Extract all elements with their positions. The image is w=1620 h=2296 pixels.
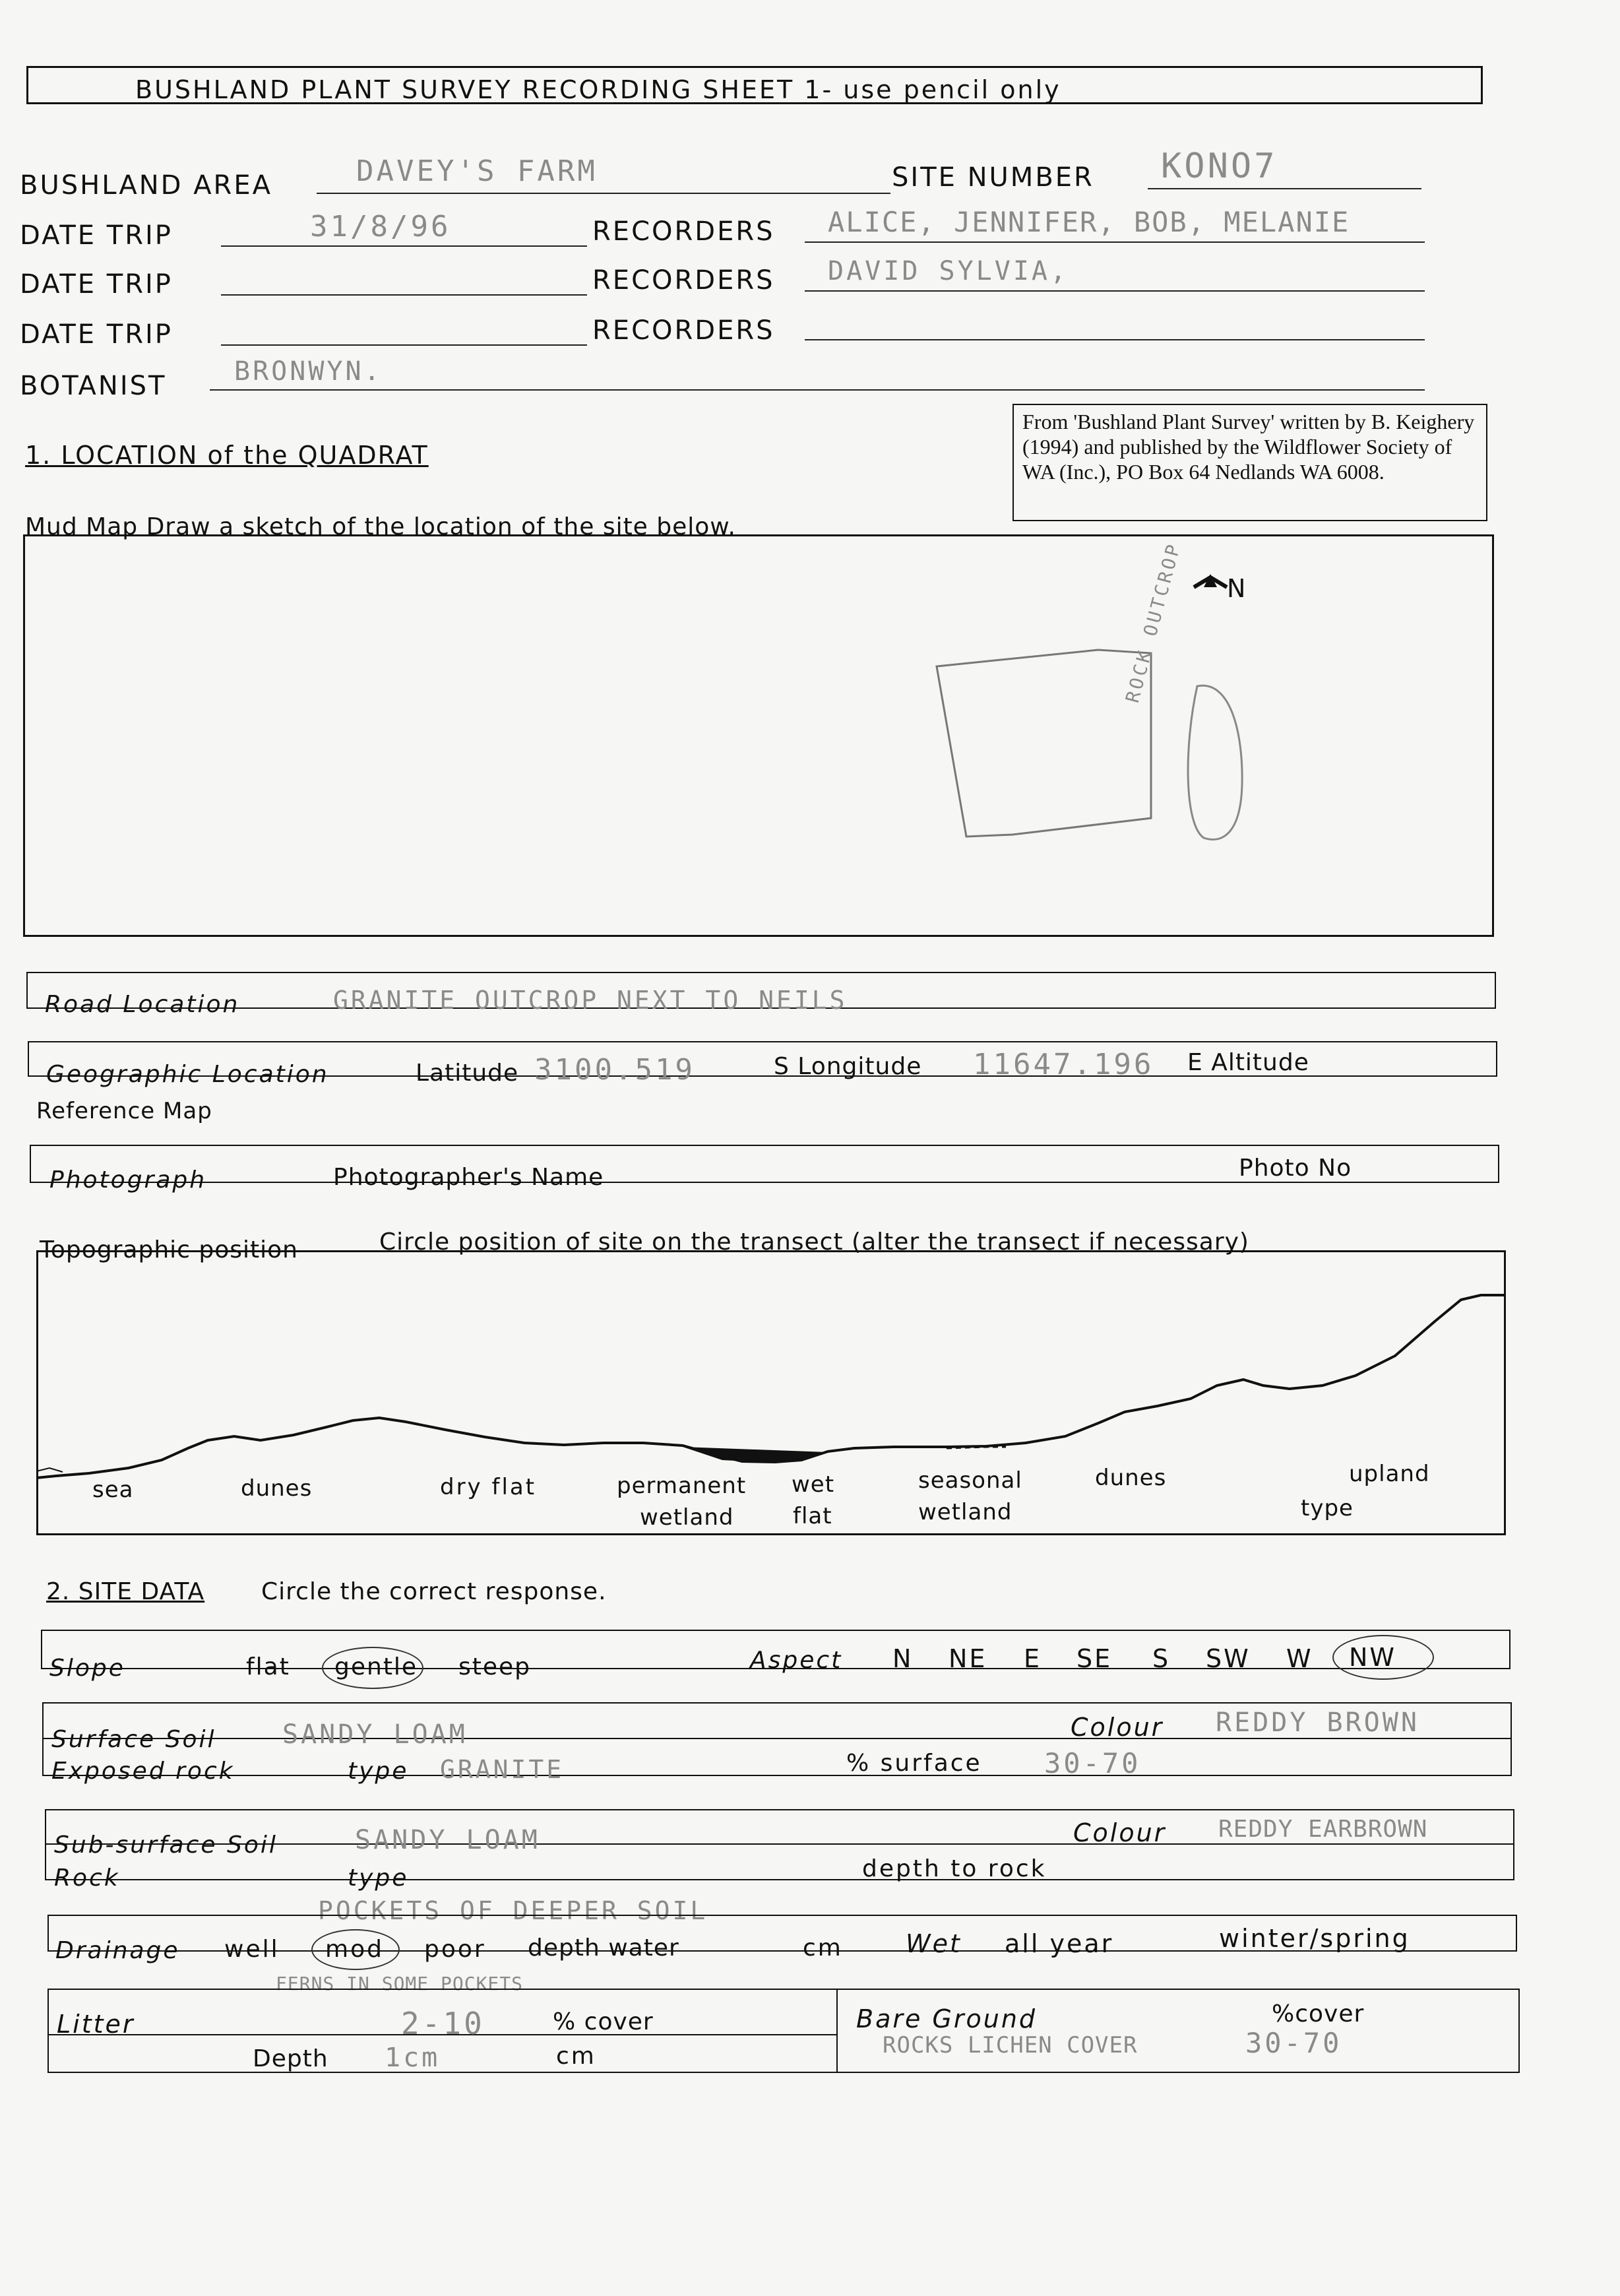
slope-option-gentle[interactable]: gentle	[334, 1653, 418, 1680]
longitude-value[interactable]: 11647.196	[973, 1048, 1154, 1081]
subsurface-colour-value[interactable]: REDDY EARBROWN	[1218, 1816, 1428, 1843]
bushland-area-label: BUSHLAND AREA	[20, 170, 272, 201]
exposed-rock-label: Exposed rock	[51, 1758, 235, 1785]
mudmap-instruction: Mud Map Draw a sketch of the location of the site below.	[25, 513, 736, 540]
recorders-line-3	[805, 339, 1425, 340]
surface-soil-label: Surface Soil	[51, 1726, 216, 1753]
litter-depth-label: Depth	[253, 2045, 328, 2072]
trip1-date[interactable]: 31/8/96	[310, 210, 451, 243]
surface-soil-value[interactable]: SANDY LOAM	[282, 1719, 468, 1750]
aspect-option-ne[interactable]: NE	[949, 1644, 987, 1673]
latitude-label: Latitude	[416, 1060, 519, 1087]
botanist-line	[210, 389, 1425, 391]
recorders-label-1: RECORDERS	[592, 216, 775, 247]
date-trip-label-3: DATE TRIP	[20, 319, 173, 350]
bare-ground-pct-cover-label: %cover	[1272, 2000, 1365, 2027]
transect-label-seasonal: seasonal	[918, 1467, 1022, 1494]
all-year-label[interactable]: all year	[1005, 1929, 1114, 1958]
aspect-option-e[interactable]: E	[1024, 1644, 1042, 1673]
litter-pct-cover-label: % cover	[553, 2008, 654, 2035]
pct-surface-label: % surface	[846, 1750, 982, 1777]
transect-label-wetland-1: wetland	[640, 1504, 734, 1531]
winter-spring-label[interactable]: winter/spring	[1219, 1924, 1410, 1953]
aspect-label: Aspect	[750, 1647, 843, 1674]
transect-label-wetland-2: wetland	[918, 1499, 1012, 1525]
transect-label-dunes-2: dunes	[1095, 1465, 1167, 1491]
transect-label-dunes: dunes	[241, 1475, 313, 1502]
site-data-instruction: Circle the correct response.	[261, 1578, 607, 1605]
bushland-area-value[interactable]: DAVEY'S FARM	[356, 154, 598, 188]
topographic-instruction: Circle position of site on the transect (alter the transect if necessary)	[379, 1228, 1249, 1256]
road-location-value[interactable]: GRANITE OUTCROP NEXT TO NEILS	[333, 986, 848, 1015]
exposed-rock-type-value[interactable]: GRANITE	[440, 1755, 565, 1784]
transect-label-upland: upland	[1349, 1461, 1430, 1487]
litter-divider-vertical	[836, 1989, 838, 2073]
rock-note[interactable]: POCKETS OF DEEPER SOIL	[318, 1896, 708, 1925]
location-heading: 1. LOCATION of the QUADRAT	[25, 441, 429, 470]
drainage-note[interactable]: FERNS IN SOME POCKETS	[276, 1973, 524, 1994]
slope-option-flat[interactable]: flat	[246, 1653, 290, 1680]
drainage-option-well[interactable]: well	[224, 1936, 280, 1963]
recorders-line-1	[805, 241, 1425, 243]
e-altitude-label: E Altitude	[1187, 1049, 1309, 1076]
bare-ground-value[interactable]: ROCKS LICHEN COVER	[883, 2032, 1138, 2058]
site-number-value[interactable]: KONO7	[1161, 146, 1278, 186]
bare-ground-cover-value[interactable]: 30-70	[1245, 2027, 1342, 2059]
transect-label-flat: flat	[793, 1503, 832, 1529]
transect-label-wet: wet	[792, 1471, 835, 1498]
transect-label-type: type	[1301, 1495, 1354, 1521]
slope-label: Slope	[49, 1655, 125, 1682]
aspect-option-se[interactable]: SE	[1076, 1644, 1113, 1673]
mud-map-sketch	[23, 534, 1494, 937]
subsurface-soil-label: Sub-surface Soil	[54, 1832, 278, 1859]
reference-map-label: Reference Map	[36, 1098, 212, 1124]
transect-label-permanent: permanent	[617, 1473, 747, 1499]
mud-map-sketch-label: ROCK OUTCROP	[1121, 540, 1185, 705]
date-trip-label-2: DATE TRIP	[20, 269, 173, 300]
botanist-label: BOTANIST	[20, 371, 167, 401]
litter-value[interactable]: 2-10	[401, 2006, 485, 2041]
recorders-label-3: RECORDERS	[592, 315, 775, 346]
litter-depth-cm-label: cm	[556, 2043, 596, 2070]
aspect-option-s[interactable]: S	[1152, 1644, 1171, 1673]
citation-text: From 'Bushland Plant Survey' written by B. Keighery (1994) and published by the Wildflower Society of WA (Inc.), PO Box 64 Nedlands WA 6008.	[1022, 410, 1475, 484]
north-label: N	[1227, 574, 1248, 603]
aspect-option-w[interactable]: W	[1286, 1644, 1313, 1673]
road-location-label: Road Location	[45, 991, 240, 1018]
depth-water-cm-label: cm	[803, 1934, 843, 1961]
subsurface-colour-label: Colour	[1073, 1818, 1167, 1847]
pct-surface-value[interactable]: 30-70	[1044, 1747, 1141, 1779]
slope-option-steep[interactable]: steep	[458, 1653, 532, 1680]
botanist-value[interactable]: BRONWYN.	[234, 356, 383, 387]
depth-to-rock-label: depth to rock	[862, 1855, 1047, 1882]
aspect-option-sw[interactable]: SW	[1206, 1644, 1251, 1673]
aspect-option-nw[interactable]: NW	[1349, 1643, 1396, 1672]
photo-no-label: Photo No	[1239, 1155, 1352, 1182]
transect-label-dry-flat: dry flat	[440, 1474, 537, 1500]
subsurface-soil-value[interactable]: SANDY LOAM	[355, 1825, 540, 1855]
litter-label: Litter	[57, 2010, 135, 2039]
site-number-label: SITE NUMBER	[892, 162, 1094, 193]
latitude-value[interactable]: 3100.519	[534, 1053, 695, 1087]
drainage-option-poor[interactable]: poor	[424, 1936, 486, 1963]
drainage-selected-circle	[311, 1929, 400, 1970]
site-data-heading: 2. SITE DATA	[46, 1578, 205, 1605]
photograph-label: Photograph	[49, 1166, 207, 1194]
site-number-line	[1148, 188, 1421, 189]
bushland-area-line	[317, 193, 890, 194]
s-longitude-label: S Longitude	[774, 1053, 922, 1080]
trip1-recorders[interactable]: ALICE, JENNIFER, BOB, MELANIE	[828, 206, 1350, 238]
date-trip-line-2	[221, 294, 587, 296]
bare-ground-label: Bare Ground	[856, 2004, 1038, 2033]
trip2-recorders[interactable]: DAVID SYLVIA,	[828, 256, 1069, 286]
drainage-option-mod[interactable]: mod	[325, 1936, 384, 1963]
date-trip-label-1: DATE TRIP	[20, 220, 173, 251]
recorders-line-2	[805, 290, 1425, 292]
drainage-label: Drainage	[55, 1937, 180, 1964]
exposed-rock-type-label: type	[348, 1758, 409, 1785]
rock-type-label: type	[348, 1865, 409, 1892]
aspect-selected-circle	[1332, 1635, 1434, 1680]
page-title: BUSHLAND PLANT SURVEY RECORDING SHEET 1- use pencil only	[135, 75, 1061, 104]
surface-soil-divider	[42, 1738, 1512, 1739]
geographic-location-label: Geographic Location	[46, 1061, 329, 1088]
wet-label: Wet	[906, 1929, 962, 1958]
slope-selected-circle	[322, 1647, 423, 1689]
depth-water-label: depth water	[528, 1934, 679, 1961]
date-trip-line-1	[221, 245, 587, 247]
date-trip-line-3	[221, 344, 587, 346]
rock-label: Rock	[54, 1865, 120, 1892]
surface-colour-label: Colour	[1071, 1713, 1164, 1742]
surface-colour-value[interactable]: REDDY BROWN	[1216, 1707, 1419, 1738]
recorders-label-2: RECORDERS	[592, 265, 775, 296]
aspect-option-n[interactable]: N	[892, 1644, 914, 1673]
photographer-label: Photographer's Name	[333, 1164, 604, 1191]
litter-depth-value[interactable]: 1cm	[385, 2043, 441, 2073]
transect-label-sea: sea	[92, 1477, 134, 1503]
topographic-label: Topographic position	[40, 1236, 298, 1263]
